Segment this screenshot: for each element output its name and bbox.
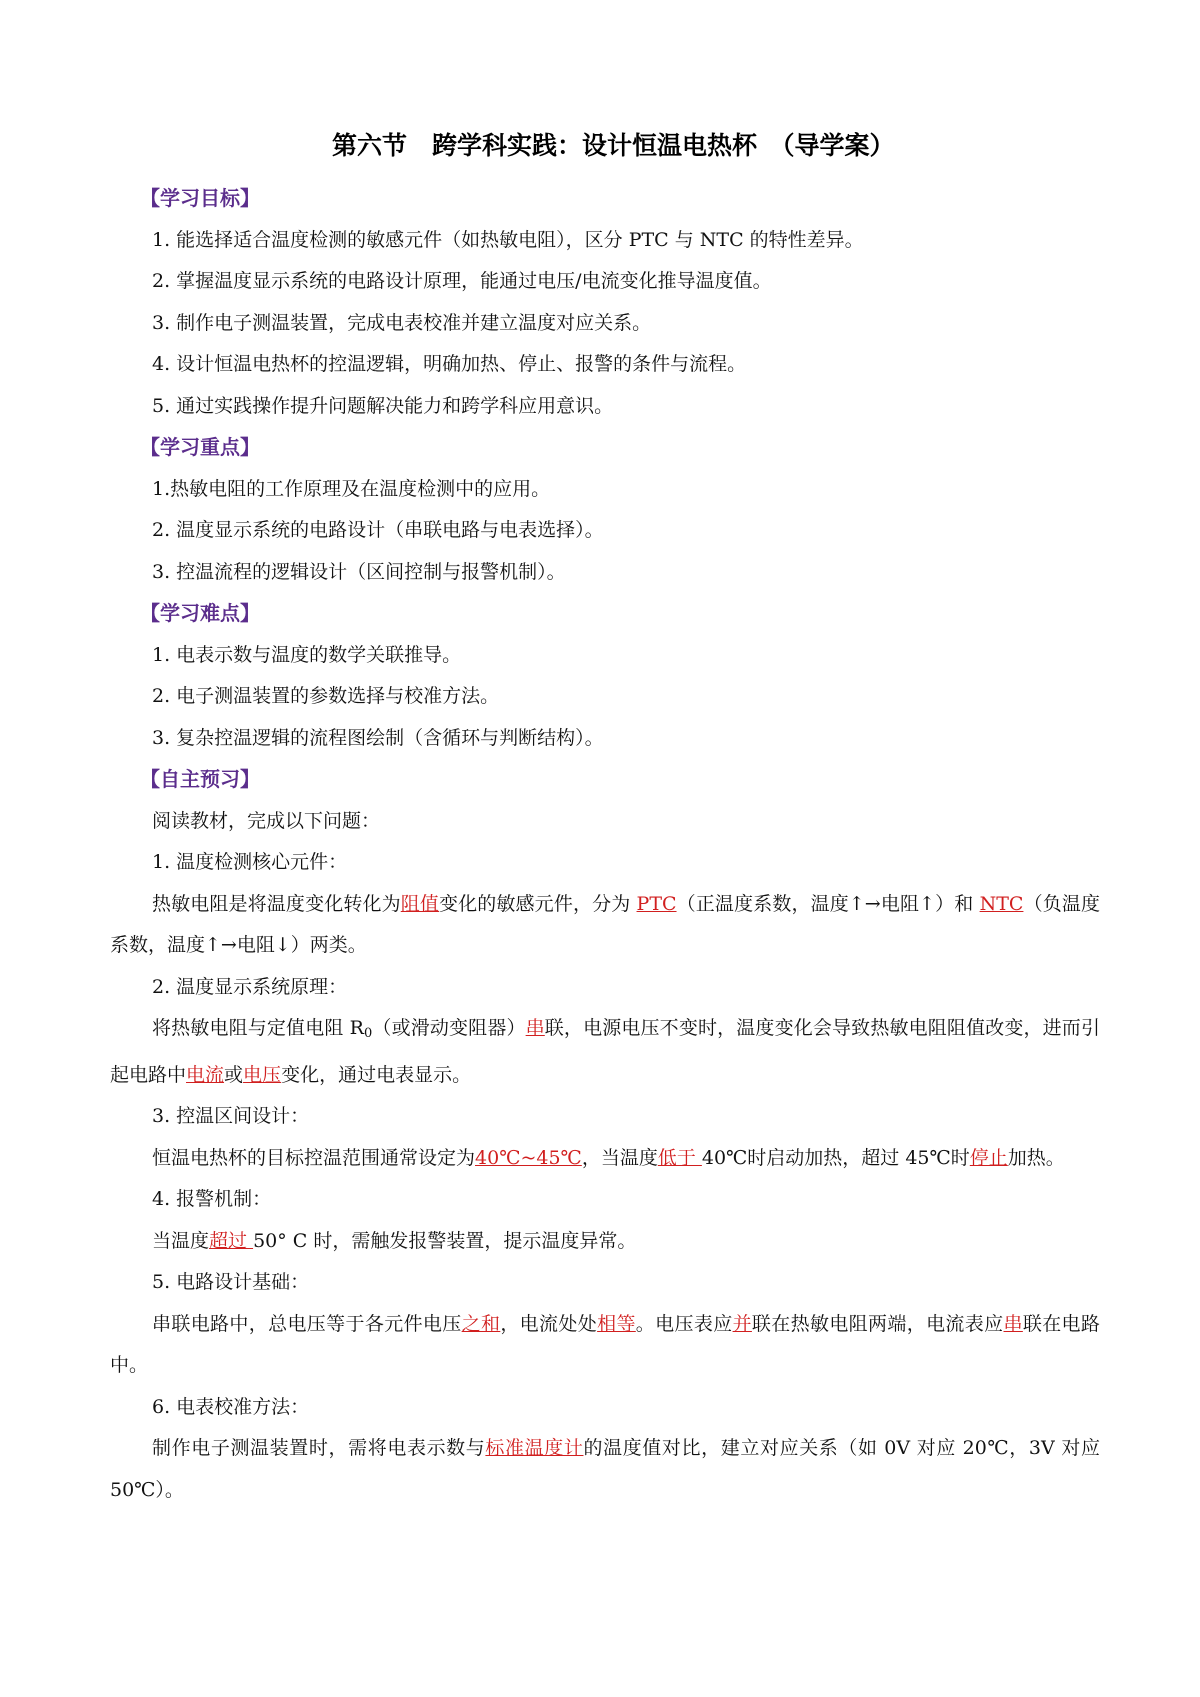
answer-blank: 相等 bbox=[597, 1312, 636, 1335]
answer-blank: 40℃~45℃ bbox=[475, 1146, 582, 1169]
answer-blank: 电流 bbox=[186, 1063, 225, 1086]
key-point-item: 2. 温度显示系统的电路设计（串联电路与电表选择）。 bbox=[152, 519, 604, 541]
question-body: 将热敏电阻与定值电阻 $R_0$（或滑动变阻器）串联，电源电压不变时，温度变化会导致热敏电阻阻值改变，进而引起电路中电流或电压变化，通过电表显示。 bbox=[110, 1017, 1100, 1086]
section-heading-goals: 【学习目标】 bbox=[140, 186, 260, 210]
answer-blank: 低于 bbox=[657, 1146, 702, 1169]
answer-blank: 串 bbox=[525, 1017, 545, 1039]
question-body: 串联电路中，总电压等于各元件电压之和，电流处处相等。电压表应并联在热敏电阻两端，电流表应串联在电路中。 bbox=[110, 1312, 1100, 1376]
answer-blank: 并 bbox=[732, 1312, 752, 1335]
difficulty-item: 2. 电子测温装置的参数选择与校准方法。 bbox=[152, 685, 500, 707]
goal-item: 2. 掌握温度显示系统的电路设计原理，能通过电压/电流变化推导温度值。 bbox=[152, 270, 772, 292]
answer-blank: 电压 bbox=[243, 1063, 282, 1086]
preview-intro: 阅读教材，完成以下问题： bbox=[152, 809, 381, 832]
answer-blank: PTC bbox=[636, 892, 677, 915]
page-title: 第六节 跨学科实践：设计恒温电热杯 （导学案） bbox=[332, 131, 895, 160]
question-title: 3. 控温区间设计： bbox=[152, 1105, 310, 1127]
answer-blank: 串 bbox=[1003, 1312, 1023, 1335]
goal-item: 1. 能选择适合温度检测的敏感元件（如热敏电阻），区分 PTC 与 NTC 的特性差异。 bbox=[152, 228, 864, 251]
answer-blank: NTC bbox=[979, 892, 1024, 915]
goal-item: 4. 设计恒温电热杯的控温逻辑，明确加热、停止、报警的条件与流程。 bbox=[152, 353, 747, 375]
goal-item: 3. 制作电子测温装置，完成电表校准并建立温度对应关系。 bbox=[152, 311, 652, 334]
question-title: 1. 温度检测核心元件： bbox=[152, 851, 348, 873]
difficulty-item: 3. 复杂控温逻辑的流程图绘制（含循环与判断结构）。 bbox=[152, 726, 604, 749]
answer-blank: 标准温度计 bbox=[485, 1437, 584, 1459]
section-heading-key-points: 【学习重点】 bbox=[140, 435, 260, 459]
answer-blank: 之和 bbox=[461, 1312, 501, 1335]
question-title: 5. 电路设计基础： bbox=[152, 1271, 310, 1293]
section-heading-difficulties: 【学习难点】 bbox=[140, 601, 260, 625]
answer-blank: 停止 bbox=[969, 1146, 1008, 1169]
section-heading-preview: 【自主预习】 bbox=[140, 767, 260, 791]
key-point-item: 1.热敏电阻的工作原理及在温度检测中的应用。 bbox=[152, 477, 551, 500]
goal-item: 5. 通过实践操作提升问题解决能力和跨学科应用意识。 bbox=[152, 394, 614, 417]
difficulty-item: 1. 电表示数与温度的数学关联推导。 bbox=[152, 643, 462, 666]
document-body bbox=[110, 122, 1100, 1511]
question-body: 热敏电阻是将温度变化转化为阻值变化的敏感元件，分为 PTC（正温度系数，温度↑→电阻↑）和 NTC（负温度系数，温度↑→电阻↓）两类。 bbox=[110, 892, 1100, 956]
question-body: 当温度超过 50° C 时，需触发报警装置，提示温度异常。 bbox=[152, 1229, 637, 1252]
question-title: 2. 温度显示系统原理： bbox=[152, 975, 348, 998]
question-title: 6. 电表校准方法： bbox=[152, 1395, 310, 1418]
question-body: 制作电子测温装置时，需将电表示数与标准温度计的温度值对比，建立对应关系（如 0V 对应 20℃，3V 对应 50℃）。 bbox=[110, 1437, 1100, 1501]
question-title: 4. 报警机制： bbox=[152, 1188, 272, 1210]
answer-blank: 超过 bbox=[209, 1229, 254, 1252]
answer-blank: 阻值 bbox=[400, 892, 440, 915]
key-point-item: 3. 控温流程的逻辑设计（区间控制与报警机制）。 bbox=[152, 560, 566, 583]
question-body: 恒温电热杯的目标控温范围通常设定为40℃~45℃，当温度低于 40℃时启动加热，超过 45℃时停止加热。 bbox=[152, 1146, 1065, 1169]
